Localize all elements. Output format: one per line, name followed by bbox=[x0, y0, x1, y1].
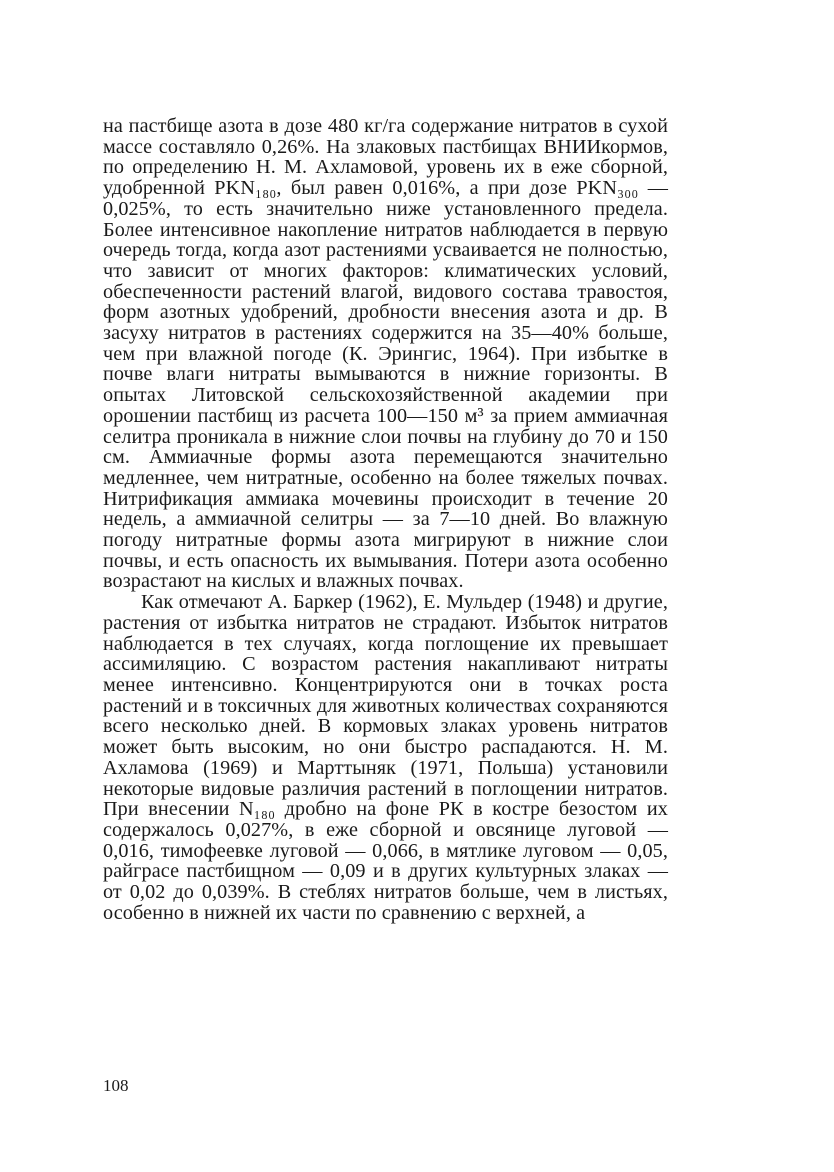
paragraph-1: на пастбище азота в дозе 480 кг/га содержание нитратов в сухой массе составляло 0,26%. На злаковых пастбищах ВНИИкормов, по определению Н. М. Ахламовой, уровень их в еже сборной, удобренной PKN₁₈₀, был равен 0,016%, а при дозе PKN₃₀₀ — 0,025%, то есть значительно ниже установленного предела. Более интенсивное накопление нитратов наблюдается в первую очередь тогда, когда азот растениями усваивается не полностью, что зависит от многих факторов: климатических условий, обеспеченности растений влагой, видового состава травостоя, форм азотных удобрений, дробности внесения азота и др. В засуху нитратов в растениях содержится на 35—40% больше, чем при влажной погоде (К. Эрингис, 1964). При избытке в почве влаги нитраты вымываются в нижние горизонты. В опытах Литовской сельскохозяйственной академии при орошении пастбищ из расчета 100—150 м³ за прием аммиачная селитра проникала в нижние слои почвы на глубину до 70 и 150 см. Аммиачные формы азота перемещаются значительно медленнее, чем нитратные, особенно на более тяжелых почвах. Нитрификация аммиака мочевины происходит в течение 20 недель, а аммиачной селитры — за 7—10 дней. Во влажную погоду нитратные формы азота мигрируют в нижние слои почвы, и есть опасность их вымывания. Потери азота особенно возрастают на кислых и влажных почвах. bbox=[103, 115, 668, 593]
paragraph-2: Как отмечают А. Баркер (1962), Е. Мульдер (1948) и другие, растения от избытка нитратов не страдают. Избыток нитратов наблюдается в тех случаях, когда поглощение их превышает ассимиляцию. С возрастом растения накапливают нитраты менее интенсивно. Концентрируются они в точках роста растений и в токсичных для животных количествах сохраняются всего несколько дней. В кормовых злаках уровень нитратов может быть высоким, но они быстро распадаются. Н. М. Ахламова (1969) и Марттыняк (1971, Польша) установили некоторые видовые различия растений в поглощении нитратов. При внесении N₁₈₀ дробно на фоне РК в костре безостом их содержалось 0,027%, в еже сборной и овсянице луговой — 0,016, тимофеевке луговой — 0,066, в мятлике луговом — 0,05, райграсе пастбищном — 0,09 и в других культурных злаках — от 0,02 до 0,039%. В стеблях нитратов больше, чем в листьях, особенно в нижней их части по сравнению с верхней, а bbox=[103, 591, 668, 924]
page-text-block bbox=[103, 116, 668, 923]
page-number: 108 bbox=[103, 1076, 129, 1095]
